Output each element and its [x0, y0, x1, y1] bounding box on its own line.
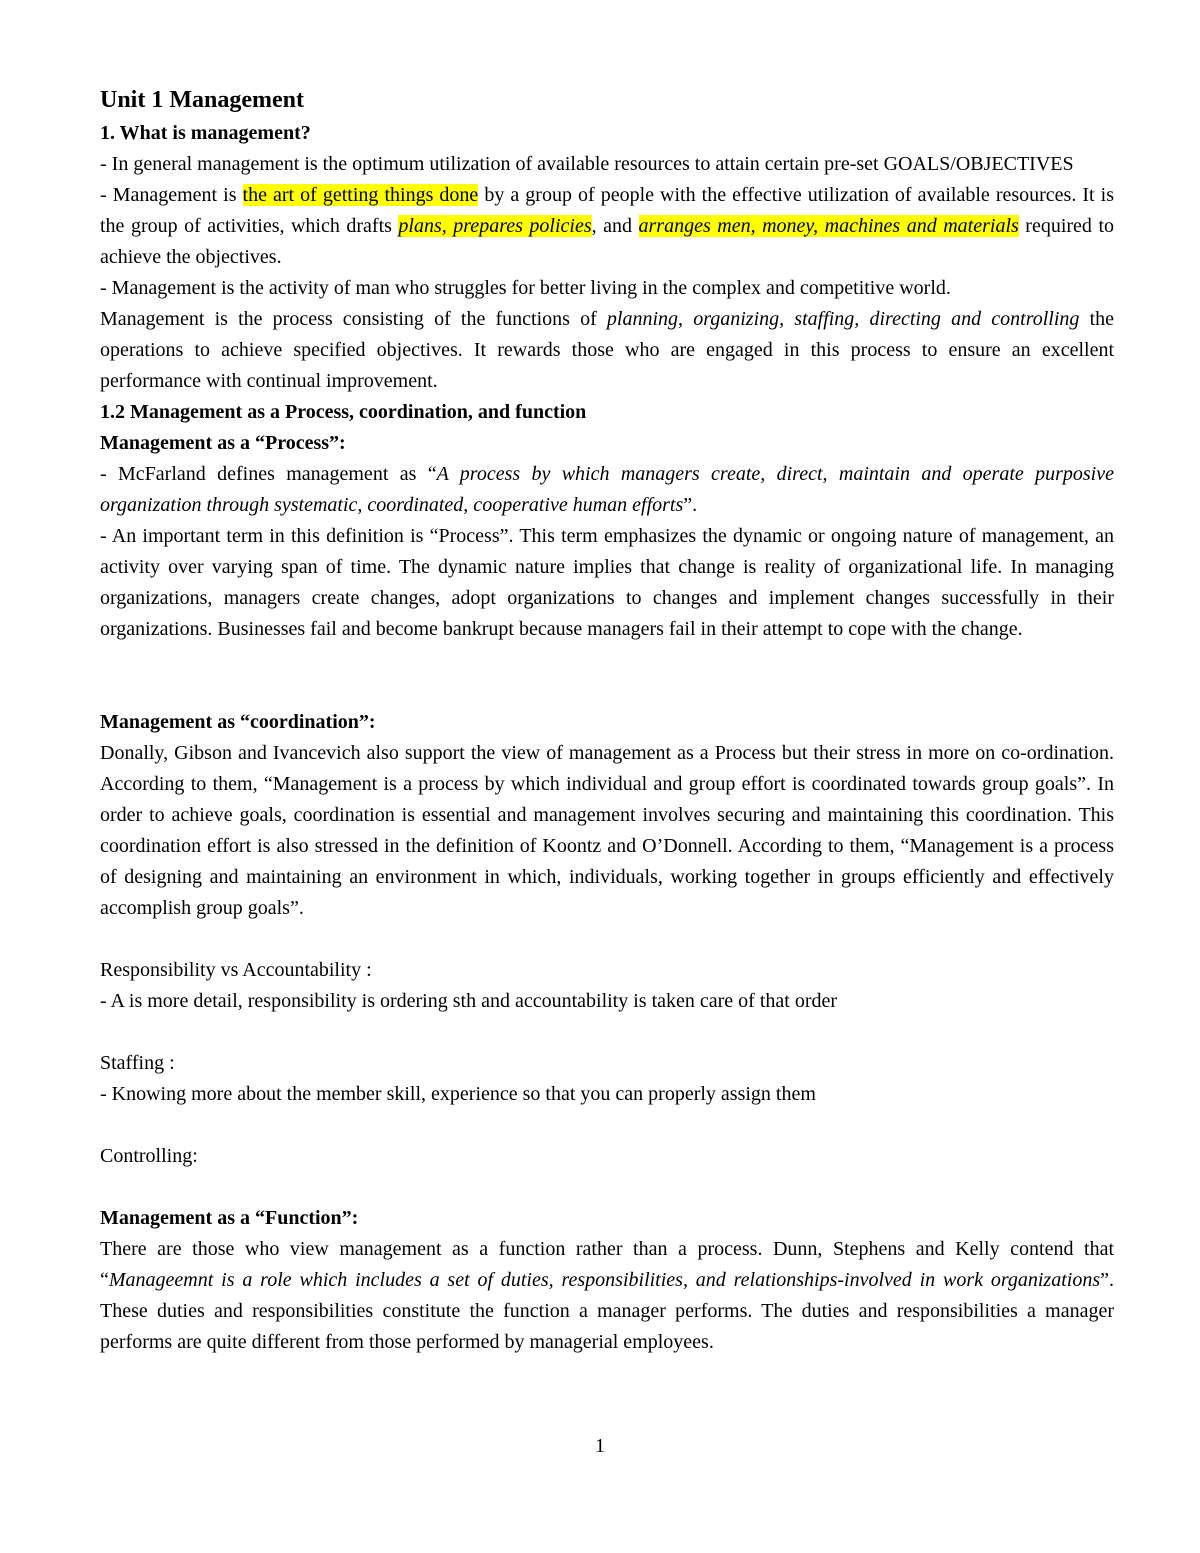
italic-role-quote: Manageemnt is a role which includes a set of duties, responsibilities, and relationships-involved in work organizations	[108, 1269, 1101, 1291]
note-staffing-heading: Staffing :	[100, 1052, 175, 1074]
highlight-men-money-machines: arranges men, money, machines and materials	[638, 215, 1019, 237]
subheading-process: Management as a “Process”:	[100, 432, 346, 454]
paragraph-function	[100, 1234, 1114, 1358]
paragraph-process-functions	[100, 304, 1114, 397]
highlight-plans-policies: plans, prepares policies	[398, 215, 592, 237]
text-run: Management is the process consisting of the functions of	[100, 308, 607, 330]
spacer	[100, 1172, 1114, 1203]
page-title: Unit 1 Management	[100, 87, 304, 113]
paragraph-mcfarland-definition	[100, 459, 1114, 521]
highlight-art-of-getting-things-done: the art of getting things done	[242, 184, 479, 206]
note-controlling-heading: Controlling:	[100, 1145, 198, 1167]
italic-functions-list: planning, organizing, staffing, directing and controlling	[606, 308, 1080, 330]
paragraph-coordination: Donally, Gibson and Ivancevich also support the view of management as a Process but their stress in more on co-ordination. According to them, “Management is a process by which individual and group effort is coordinated towards group goals”. In order to achieve goals, coordination is essential and management involves securing and maintaining this coordination. This coordination effort is also stressed in the definition of Koontz and O’Donnell. According to them, “Management is a process of designing and maintaining an environment in which, individuals, working together in groups efficiently and effectively accomplish group goals”.	[100, 742, 1114, 919]
text-run: by a group of people with the effective utilization of available resources. It is the group of activities, which drafts	[100, 184, 1114, 237]
section-heading-what-is-management: 1. What is management?	[100, 122, 311, 144]
text-run: required to achieve the objectives.	[100, 215, 1115, 268]
paragraph-general-definition: - In general management is the optimum utilization of available resources to attain certain pre-set GOALS/OBJECTIVES	[100, 153, 1074, 175]
text-run: ”.	[683, 494, 698, 516]
section-heading-process-coordination-function: 1.2 Management as a Process, coordination, and function	[100, 401, 587, 423]
note-staffing-body: - Knowing more about the member skill, experience so that you can properly assign them	[100, 1083, 816, 1105]
page-number: 1	[595, 1435, 605, 1457]
text-run: - Management is	[100, 184, 243, 206]
text-run: , and	[591, 215, 639, 237]
paragraph-activity-of-man: - Management is the activity of man who struggles for better living in the complex and competitive world.	[100, 277, 951, 299]
text-run: ”. These duties and responsibilities constitute the function a manager performs. The duties and responsibilities a manager performs are quite different from those performed by managerial employees.	[100, 1269, 1114, 1353]
italic-mcfarland-quote: A process by which managers create, direct, maintain and operate purposive organization through systematic, coordinated, cooperative human efforts	[100, 463, 1114, 516]
spacer	[100, 645, 1114, 676]
paragraph-art-of-getting-things-done	[100, 180, 1114, 273]
subheading-coordination: Management as “coordination”:	[100, 711, 376, 733]
note-responsibility-heading: Responsibility vs Accountability :	[100, 959, 372, 981]
text-run: - McFarland defines management as “	[100, 463, 437, 485]
document-page	[100, 82, 1114, 1358]
spacer	[100, 1017, 1114, 1048]
paragraph-process-term: - An important term in this definition is “Process”. This term emphasizes the dynamic or ongoing nature of management, an activity over varying span of time. The dynamic nature implies that change is reality of organizational life. In managing organizations, managers create changes, adopt organizations to changes and implement changes successfully in their organizations. Businesses fail and become bankrupt because managers fail in their attempt to cope with the change.	[100, 525, 1114, 640]
note-responsibility-body: - A is more detail, responsibility is ordering sth and accountability is taken care of that order	[100, 990, 838, 1012]
spacer	[100, 924, 1114, 955]
spacer	[100, 1110, 1114, 1141]
text-run: the operations to achieve specified objectives. It rewards those who are engaged in this process to ensure an excellent performance with continual improvement.	[100, 308, 1115, 392]
subheading-function: Management as a “Function”:	[100, 1207, 359, 1229]
text-run: There are those who view management as a function rather than a process. Dunn, Stephens and Kelly contend that “	[100, 1238, 1114, 1291]
spacer	[100, 676, 1114, 707]
